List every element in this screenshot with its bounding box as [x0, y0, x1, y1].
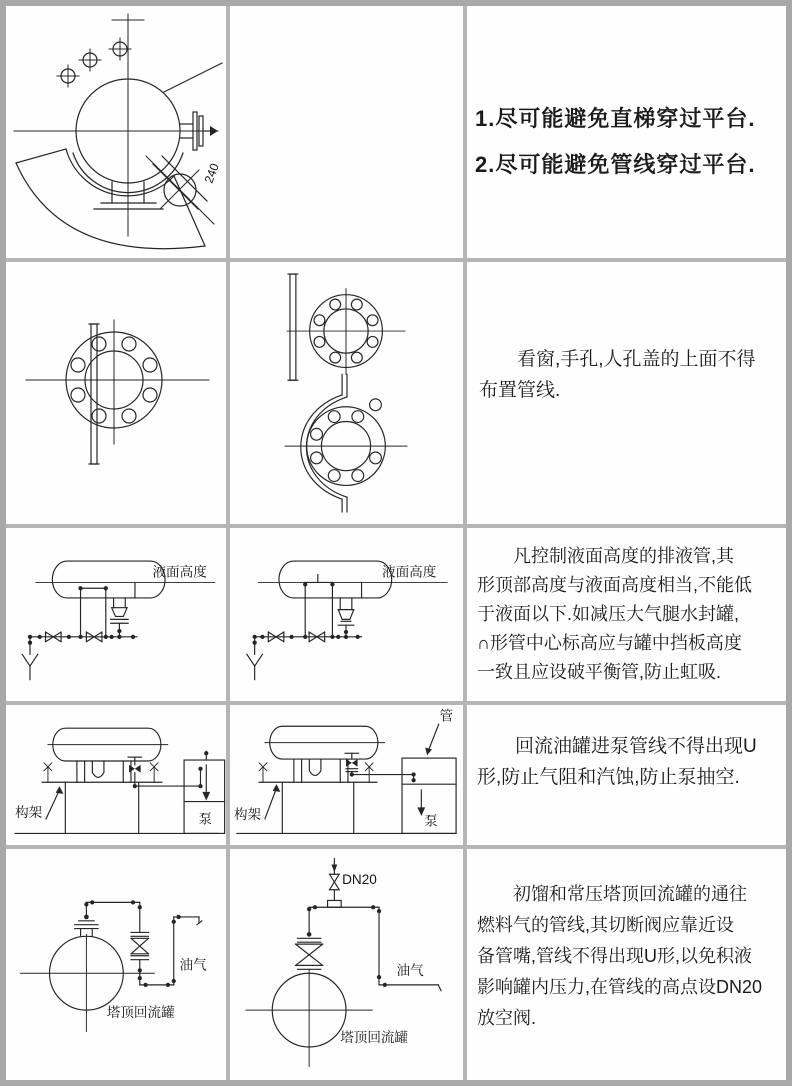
pump-label: 泵	[424, 813, 438, 829]
guideline-line: 1.尽可能避免直梯穿过平台.	[475, 106, 756, 131]
oil-gas-label: 油气	[179, 957, 207, 973]
pump-suction-straight-drawing	[230, 705, 463, 845]
pipe-callout	[425, 708, 453, 755]
cell-r5c1-diagram	[6, 849, 226, 1080]
reflux-drum-label: 塔顶回流罐	[340, 1030, 409, 1046]
guideline-line: 备管嘴,管线不得出现U形,以免积液	[477, 946, 752, 966]
bottom-nozzle-control-valve	[338, 598, 354, 637]
drain-loop-at-level-drawing	[230, 528, 463, 701]
pipe-label: 管	[439, 708, 454, 724]
cell-r3c3-guideline-text	[467, 528, 786, 701]
bottom-nozzle-control-valve	[111, 598, 128, 637]
top-nozzle-flange	[75, 915, 98, 937]
cell-r1c3-guideline-text	[467, 6, 786, 258]
cell-r4c2-diagram	[230, 705, 463, 845]
guideline-line: 凡控制液面高度的排液管,其	[477, 546, 734, 566]
inverted-u-pipe	[78, 586, 108, 637]
downstream-pipe	[138, 915, 202, 987]
liquid-level-label: 液面高度	[381, 564, 437, 580]
guideline-line: ∩形管中心标高应与罐中挡板高度	[477, 633, 742, 653]
outlet-valve	[128, 757, 142, 772]
pipe-around-flange	[301, 374, 347, 512]
cell-r5c2-diagram	[230, 849, 463, 1080]
cell-r4c1-diagram	[6, 705, 226, 845]
suction-pipe-no-dip	[350, 772, 416, 783]
guideline-line: 燃料气的管线,其切断阀应靠近设	[477, 915, 734, 935]
atmospheric-funnel	[247, 637, 263, 680]
centerlines	[246, 969, 372, 1066]
horizontal-drum	[48, 728, 168, 782]
guideline-line: 放空阀.	[477, 1008, 537, 1028]
platform-fan	[16, 149, 205, 249]
cell-r2c3-guideline-text	[467, 262, 786, 524]
guideline-line: 看窗,手孔,人孔盖的上面不得	[479, 349, 756, 370]
suction-pipe-with-dip	[133, 767, 203, 789]
cell-r3c2-diagram	[230, 528, 463, 701]
horizontal-drum	[52, 561, 165, 598]
frame-callout	[15, 786, 63, 820]
horizontal-drum	[279, 561, 392, 598]
pump-suction-u-drawing	[6, 705, 226, 845]
pump-label: 泵	[198, 811, 213, 827]
guideline-line: 回流油罐进泵管线不得出现U	[477, 736, 757, 757]
guideline-line: 影响罐内压力,在管线的高点设DN20	[477, 977, 763, 997]
pipe-beside-flange	[288, 274, 298, 380]
drain-loop-low-drawing	[6, 528, 226, 701]
guideline-line: 于液面以下.如减压大气腿水封罐,	[477, 604, 740, 624]
reflux-drum-label: 塔顶回流罐	[106, 1004, 175, 1020]
structure-frame	[259, 763, 377, 833]
pump-box	[402, 758, 456, 833]
frame-label: 构架	[15, 805, 43, 820]
reflux-drum-valve-near-drawing	[230, 849, 463, 1080]
centerlines	[26, 320, 209, 444]
guideline-line: 形,防止气阻和汽蚀,防止泵抽空.	[477, 767, 740, 788]
frame-label: 构架	[234, 806, 262, 822]
vent-size-label: DN20	[342, 871, 377, 887]
guideline-line: 形顶部高度与液面高度相当,不能低	[477, 575, 752, 595]
drain-manifold	[28, 632, 137, 645]
dimension-label: 240	[201, 161, 222, 186]
lower-nozzle-assembly	[146, 156, 214, 224]
cell-r2c1-diagram	[6, 262, 226, 524]
cell-r2c2-diagram	[230, 262, 463, 524]
inverted-u-pipe	[303, 575, 334, 637]
reflux-drum-valve-far-drawing	[6, 849, 226, 1080]
cell-r1c1-diagram	[6, 6, 226, 258]
top-flange	[287, 289, 405, 375]
overhead-pipe	[84, 900, 142, 932]
horizontal-drum	[265, 726, 385, 782]
outlet-valve	[345, 753, 359, 771]
overhead-pipe	[307, 905, 379, 934]
guideline-line: 布置管线.	[479, 380, 561, 401]
liquid-level-label: 液面高度	[152, 564, 207, 580]
pump-box	[184, 751, 225, 833]
flange-pipe-detour-drawing	[230, 262, 463, 524]
flange-pipe-crossing-drawing	[6, 262, 226, 524]
guideline-line: 一致且应设破平衡管,防止虹吸.	[477, 662, 722, 682]
cell-r3c1-diagram	[6, 528, 226, 701]
nozzle-valve-stack	[296, 932, 323, 969]
guideline-line: 2.尽可能避免管线穿过平台.	[475, 152, 756, 177]
cell-r1c2-empty	[230, 6, 463, 258]
bottom-flange	[285, 399, 407, 486]
pipe-over-flange	[89, 324, 99, 464]
structure-frame	[42, 763, 162, 833]
cell-r4c3-guideline-text	[467, 705, 786, 845]
atmospheric-funnel	[22, 637, 38, 680]
downstream-pipe	[377, 907, 441, 990]
guideline-line: 初馏和常压塔顶回流罐的通往	[477, 884, 747, 904]
oil-gas-label: 油气	[396, 963, 424, 979]
cell-r5c3-guideline-text	[467, 849, 786, 1080]
upper-pipe-line	[164, 63, 222, 92]
frame-callout	[234, 784, 280, 822]
vessel-plan-view-drawing	[6, 6, 226, 258]
vent-valve-assembly	[328, 859, 378, 908]
control-valve-icon	[131, 932, 148, 959]
